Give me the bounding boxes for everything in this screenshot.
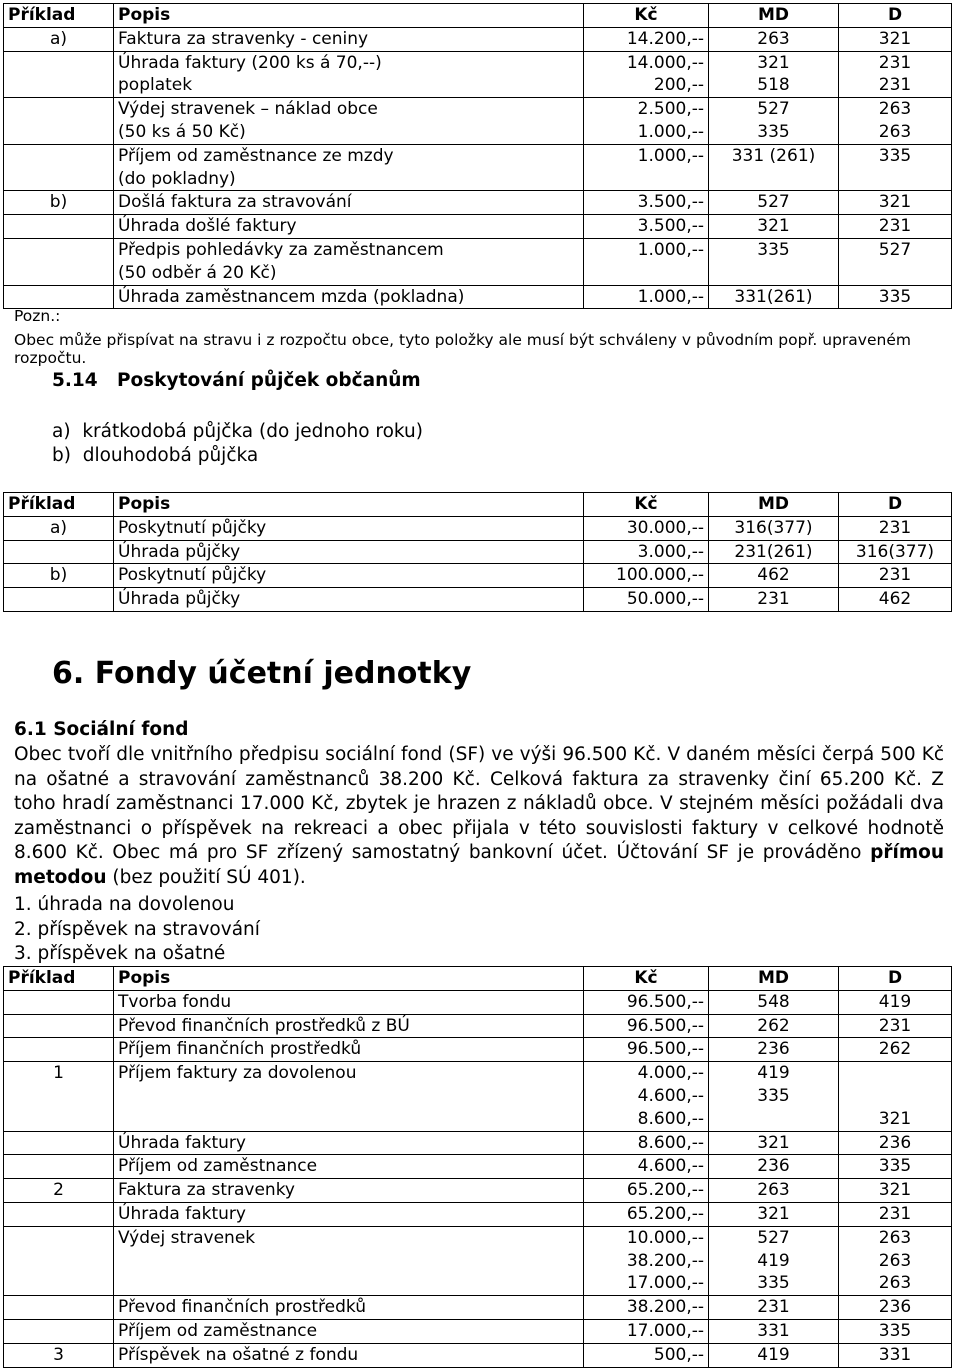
cell-popis: Úhrada faktury <box>114 1202 584 1226</box>
cell-popis: Příjem finančních prostředků <box>114 1038 584 1062</box>
table-row <box>4 1226 952 1295</box>
table-row <box>4 144 952 191</box>
cell-md: 262 <box>709 1014 839 1038</box>
table-header-row <box>4 4 952 28</box>
header-d: D <box>839 4 952 28</box>
cell-popis: Došlá faktura za stravování <box>114 191 584 215</box>
header-kc: Kč <box>584 4 709 28</box>
header-md: MD <box>709 967 839 991</box>
header-priklad: Příklad <box>4 967 114 991</box>
cell-popis: Úhrada faktury (200 ks á 70,--) poplatek <box>114 51 584 98</box>
cell-md: 331(261) <box>709 285 839 309</box>
cell-kc: 1.000,-- <box>584 238 709 285</box>
section-514-title: 5.14 Poskytování půjček občanům <box>52 370 421 391</box>
loan-types-list <box>52 420 423 468</box>
list-item: b) dlouhodobá půjčka <box>52 445 259 466</box>
cell-priklad <box>4 1155 114 1179</box>
cell-popis: Tvorba fondu <box>114 990 584 1014</box>
cell-popis: Příjem od zaměstnance <box>114 1155 584 1179</box>
cell-kc: 96.500,-- <box>584 990 709 1014</box>
cell-popis: Předpis pohledávky za zaměstnancem (50 odběr á 20 Kč) <box>114 238 584 285</box>
cell-kc: 3.500,-- <box>584 215 709 239</box>
table-row <box>4 238 952 285</box>
cell-md: 331 <box>709 1319 839 1343</box>
cell-md: 527 419 335 <box>709 1226 839 1295</box>
cell-d: 316(377) <box>839 540 952 564</box>
header-md: MD <box>709 4 839 28</box>
cell-priklad <box>4 540 114 564</box>
cell-popis: Příjem od zaměstnance ze mzdy (do pokladny) <box>114 144 584 191</box>
cell-d: 335 <box>839 144 952 191</box>
note-text: Obec může přispívat na stravu i z rozpočtu obce, tyto položky ale musí být schváleny v původním popř. upraveném rozpočtu. <box>14 331 911 367</box>
cell-priklad <box>4 51 114 98</box>
cell-kc: 100.000,-- <box>584 564 709 588</box>
cell-popis: Výdej stravenek <box>114 1226 584 1295</box>
cell-md: 263 <box>709 1179 839 1203</box>
cell-d: 321 <box>839 1179 952 1203</box>
cell-kc: 500,-- <box>584 1343 709 1367</box>
cell-priklad <box>4 588 114 612</box>
table-row <box>4 1179 952 1203</box>
cell-priklad: 3 <box>4 1343 114 1367</box>
cell-priklad <box>4 144 114 191</box>
table-stravenky <box>3 3 952 309</box>
table-row <box>4 564 952 588</box>
cell-priklad: b) <box>4 564 114 588</box>
cell-d: 236 <box>839 1296 952 1320</box>
cell-d: 331 <box>839 1343 952 1367</box>
cell-d: 231 <box>839 1202 952 1226</box>
table-row <box>4 215 952 239</box>
cell-md: 462 <box>709 564 839 588</box>
cell-kc: 65.200,-- <box>584 1202 709 1226</box>
header-kc: Kč <box>584 493 709 517</box>
header-md: MD <box>709 493 839 517</box>
table-header-row <box>4 493 952 517</box>
cell-priklad: b) <box>4 191 114 215</box>
cell-d: 231 <box>839 516 952 540</box>
table-row <box>4 285 952 309</box>
cell-md: 321 <box>709 1131 839 1155</box>
cell-md: 321 <box>709 1202 839 1226</box>
cell-md: 321 <box>709 215 839 239</box>
cell-d: 231 231 <box>839 51 952 98</box>
header-popis: Popis <box>114 493 584 517</box>
cell-d: 262 <box>839 1038 952 1062</box>
cell-d: 321 <box>839 1062 952 1131</box>
cell-md: 231 <box>709 588 839 612</box>
cell-priklad <box>4 1226 114 1295</box>
cell-priklad <box>4 1296 114 1320</box>
cell-d: 335 <box>839 1155 952 1179</box>
table-row <box>4 27 952 51</box>
cell-popis: Faktura za stravenky <box>114 1179 584 1203</box>
cell-kc: 17.000,-- <box>584 1319 709 1343</box>
table-row <box>4 516 952 540</box>
cell-md: 419 <box>709 1343 839 1367</box>
cell-d: 231 <box>839 1014 952 1038</box>
header-popis: Popis <box>114 4 584 28</box>
cell-popis: Příjem od zaměstnance <box>114 1319 584 1343</box>
paragraph-text: Obec tvoří dle vnitřního předpisu sociální fond (SF) ve výši 96.500 Kč. V daném měsíci čerpá 500 Kč na ošatné a stravování zaměstnanců 38.200 Kč. Celková faktura za stravenky činí 65.200 Kč. Z toho hradí zaměstnanci 17.000 Kč, zbytek je hrazen z nákladů obce. V stejném měsíci požádali dva zaměstnanci o příspěvek na rekreaci a obec přijala v této souvislosti faktury v celkové hodnotě 8.600 Kč. Obec má pro SF zřízený samostatný bankovní účet. Účtování SF je prováděno <box>14 744 944 864</box>
header-kc: Kč <box>584 967 709 991</box>
list-item: 1. úhrada na dovolenou <box>14 894 235 915</box>
cell-kc: 10.000,-- 38.200,-- 17.000,-- <box>584 1226 709 1295</box>
cell-popis: Převod finančních prostředků <box>114 1296 584 1320</box>
cell-popis: Příspěvek na ošatné z fondu <box>114 1343 584 1367</box>
list-item: 3. příspěvek na ošatné <box>14 943 226 965</box>
cell-priklad <box>4 238 114 285</box>
cell-d: 462 <box>839 588 952 612</box>
cell-d: 335 <box>839 285 952 309</box>
cell-kc: 50.000,-- <box>584 588 709 612</box>
cell-kc: 8.600,-- <box>584 1131 709 1155</box>
cell-kc: 30.000,-- <box>584 516 709 540</box>
cell-kc: 65.200,-- <box>584 1179 709 1203</box>
cell-popis: Úhrada zaměstnancem mzda (pokladna) <box>114 285 584 309</box>
cell-priklad: 2 <box>4 1179 114 1203</box>
cell-kc: 96.500,-- <box>584 1014 709 1038</box>
cell-d: 231 <box>839 215 952 239</box>
table-row <box>4 990 952 1014</box>
header-popis: Popis <box>114 967 584 991</box>
table-pujcky <box>3 492 952 612</box>
cell-priklad <box>4 1202 114 1226</box>
table-row <box>4 51 952 98</box>
cell-popis: Úhrada došlé faktury <box>114 215 584 239</box>
cell-kc: 2.500,-- 1.000,-- <box>584 98 709 145</box>
cell-priklad <box>4 1038 114 1062</box>
cell-priklad <box>4 215 114 239</box>
table-row <box>4 98 952 145</box>
cell-d: 231 <box>839 564 952 588</box>
cell-md: 236 <box>709 1038 839 1062</box>
cell-kc: 14.000,-- 200,-- <box>584 51 709 98</box>
header-d: D <box>839 967 952 991</box>
cell-md: 419 335 <box>709 1062 839 1131</box>
table-socialni-fond <box>3 966 952 1368</box>
cell-kc: 3.500,-- <box>584 191 709 215</box>
cell-popis: Výdej stravenek – náklad obce (50 ks á 50 Kč) <box>114 98 584 145</box>
cell-priklad <box>4 1014 114 1038</box>
cell-md: 548 <box>709 990 839 1014</box>
table-row <box>4 1319 952 1343</box>
section-61-paragraph <box>14 743 944 891</box>
table-row <box>4 1296 952 1320</box>
cell-d: 527 <box>839 238 952 285</box>
table-row <box>4 1014 952 1038</box>
table-row <box>4 588 952 612</box>
table-row <box>4 1062 952 1131</box>
paragraph-text-end: (bez použití SÚ 401). <box>106 866 306 888</box>
cell-md: 231 <box>709 1296 839 1320</box>
cell-kc: 38.200,-- <box>584 1296 709 1320</box>
table-row <box>4 1155 952 1179</box>
fund-uses-list <box>14 893 260 967</box>
cell-d: 236 <box>839 1131 952 1155</box>
cell-d: 263 263 <box>839 98 952 145</box>
cell-kc: 4.000,-- 4.600,-- 8.600,-- <box>584 1062 709 1131</box>
cell-md: 335 <box>709 238 839 285</box>
cell-priklad: a) <box>4 516 114 540</box>
cell-popis: Úhrada půjčky <box>114 540 584 564</box>
cell-priklad <box>4 285 114 309</box>
table-row <box>4 540 952 564</box>
cell-md: 263 <box>709 27 839 51</box>
cell-md: 236 <box>709 1155 839 1179</box>
cell-popis: Poskytnutí půjčky <box>114 516 584 540</box>
cell-d: 321 <box>839 27 952 51</box>
cell-popis: Převod finančních prostředků z BÚ <box>114 1014 584 1038</box>
table-row <box>4 1202 952 1226</box>
chapter-6-title: 6. Fondy účetní jednotky <box>52 656 472 691</box>
cell-priklad <box>4 990 114 1014</box>
cell-popis: Poskytnutí půjčky <box>114 564 584 588</box>
table-header-row <box>4 967 952 991</box>
paragraph-emphasis: přímou metodou <box>14 842 944 888</box>
cell-md: 527 335 <box>709 98 839 145</box>
header-priklad: Příklad <box>4 493 114 517</box>
cell-popis: Faktura za stravenky - ceniny <box>114 27 584 51</box>
cell-kc: 1.000,-- <box>584 285 709 309</box>
cell-priklad: a) <box>4 27 114 51</box>
table-row <box>4 1343 952 1367</box>
cell-popis: Úhrada faktury <box>114 1131 584 1155</box>
header-d: D <box>839 493 952 517</box>
cell-d: 335 <box>839 1319 952 1343</box>
cell-popis: Úhrada půjčky <box>114 588 584 612</box>
cell-kc: 96.500,-- <box>584 1038 709 1062</box>
cell-kc: 3.000,-- <box>584 540 709 564</box>
cell-kc: 4.600,-- <box>584 1155 709 1179</box>
cell-popis: Příjem faktury za dovolenou <box>114 1062 584 1131</box>
cell-kc: 14.200,-- <box>584 27 709 51</box>
cell-md: 231(261) <box>709 540 839 564</box>
cell-d: 321 <box>839 191 952 215</box>
table-row <box>4 1131 952 1155</box>
list-item: a) krátkodobá půjčka (do jednoho roku) <box>52 421 424 442</box>
cell-md: 331 (261) <box>709 144 839 191</box>
note-label: Pozn.: <box>14 307 61 325</box>
header-priklad: Příklad <box>4 4 114 28</box>
section-61-title: 6.1 Sociální fond <box>14 719 189 740</box>
cell-md: 321 518 <box>709 51 839 98</box>
cell-md: 527 <box>709 191 839 215</box>
cell-kc: 1.000,-- <box>584 144 709 191</box>
cell-priklad <box>4 1131 114 1155</box>
list-item: 2. příspěvek na stravování <box>14 918 260 940</box>
cell-d: 263 263 263 <box>839 1226 952 1295</box>
cell-d: 419 <box>839 990 952 1014</box>
cell-priklad <box>4 1319 114 1343</box>
table-row <box>4 1038 952 1062</box>
cell-md: 316(377) <box>709 516 839 540</box>
table-row <box>4 191 952 215</box>
cell-priklad <box>4 98 114 145</box>
cell-priklad: 1 <box>4 1062 114 1131</box>
